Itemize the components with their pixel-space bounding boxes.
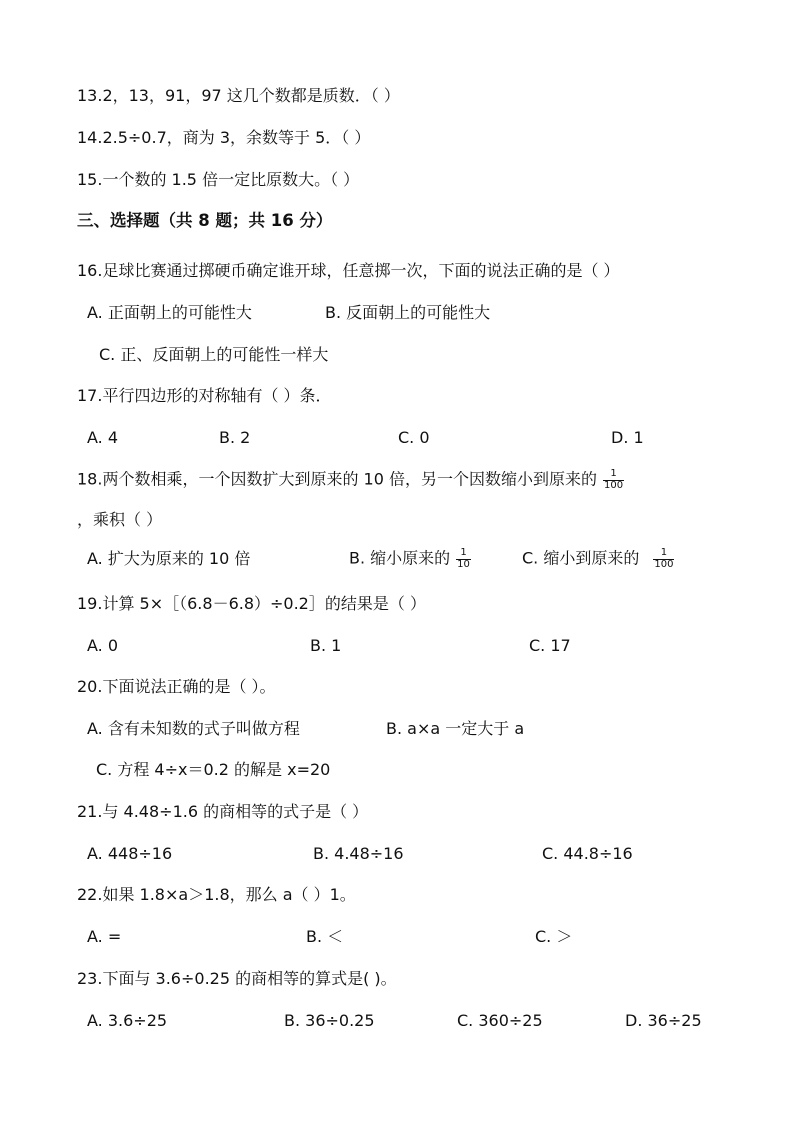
- q20-option-a: A. 含有未知数的式子叫做方程: [87, 719, 300, 738]
- q23-option-a: A. 3.6÷25: [87, 1011, 168, 1030]
- question-16-stem: 16.足球比赛通过掷硬币确定谁开球，任意掷一次，下面的说法正确的是（ ）: [77, 261, 620, 280]
- q19-option-a: A. 0: [87, 636, 119, 655]
- q18-option-b-text: B. 缩小原来的: [349, 548, 451, 568]
- question-15: 15.一个数的 1.5 倍一定比原数大。（ ）: [77, 170, 360, 189]
- q23-option-c: C. 360÷25: [457, 1011, 543, 1030]
- q16-option-b: B. 反面朝上的可能性大: [325, 303, 491, 322]
- q18-option-a: A. 扩大为原来的 10 倍: [87, 549, 251, 568]
- q22-option-a: A. =: [87, 927, 122, 946]
- fraction-numerator: 1: [603, 469, 624, 481]
- q23-option-b: B. 36÷0.25: [284, 1011, 375, 1030]
- question-18-stem-cont: ，乘积（ ）: [77, 510, 163, 529]
- q22-option-b: B. ＜: [306, 927, 344, 946]
- section-heading-choice: 三、选择题（共 8 题；共 16 分）: [77, 211, 333, 230]
- q18-option-c-fraction: [653, 548, 674, 570]
- fraction-numerator: 1: [456, 548, 471, 560]
- question-18-stem: [77, 469, 624, 491]
- question-17-stem: 17.平行四边形的对称轴有（ ）条．: [77, 386, 332, 405]
- fraction-denominator: 100: [654, 558, 674, 570]
- q21-option-a: A. 448÷16: [87, 844, 173, 863]
- question-23-stem: 23.下面与 3.6÷0.25 的商相等的算式是( )。: [77, 969, 397, 988]
- q18-option-b-fraction: [456, 548, 471, 570]
- q18-option-c: [522, 548, 674, 570]
- fraction-denominator: 10: [457, 558, 470, 570]
- q21-option-b: B. 4.48÷16: [313, 844, 404, 863]
- q18-option-b: [349, 548, 471, 570]
- q17-option-d: D. 1: [611, 428, 644, 447]
- q18-option-c-text: C. 缩小到原来的: [522, 548, 640, 568]
- q16-option-a: A. 正面朝上的可能性大: [87, 303, 252, 322]
- q23-option-d: D. 36÷25: [625, 1011, 702, 1030]
- question-22-stem: 22.如果 1.8×a＞1.8，那么 a（ ）1。: [77, 885, 356, 904]
- question-13: 13.2，13，91，97 这几个数都是质数．（ ）: [77, 86, 400, 105]
- question-20-stem: 20.下面说法正确的是（ ）。: [77, 677, 276, 696]
- question-21-stem: 21.与 4.48÷1.6 的商相等的式子是（ ）: [77, 802, 369, 821]
- q21-option-c: C. 44.8÷16: [542, 844, 633, 863]
- q17-option-b: B. 2: [219, 428, 251, 447]
- fraction-numerator: 1: [653, 548, 674, 560]
- q18-stem-text: 18.两个数相乘，一个因数扩大到原来的 10 倍，另一个因数缩小到原来的: [77, 469, 597, 489]
- q20-option-b: B. a×a 一定大于 a: [386, 719, 525, 738]
- q22-option-c: C. ＞: [535, 927, 573, 946]
- question-14: 14.2.5÷0.7，商为 3，余数等于 5．（ ）: [77, 128, 371, 147]
- question-19-stem: 19.计算 5×［（6.8－6.8）÷0.2］的结果是（ ）: [77, 594, 426, 613]
- q17-option-a: A. 4: [87, 428, 119, 447]
- q19-option-c: C. 17: [529, 636, 571, 655]
- q19-option-b: B. 1: [310, 636, 342, 655]
- q16-option-c: C. 正、反面朝上的可能性一样大: [99, 345, 329, 364]
- q18-stem-fraction: [603, 469, 624, 491]
- q17-option-c: C. 0: [398, 428, 430, 447]
- q20-option-c: C. 方程 4÷x＝0.2 的解是 x=20: [96, 760, 331, 779]
- fraction-denominator: 100: [603, 479, 624, 491]
